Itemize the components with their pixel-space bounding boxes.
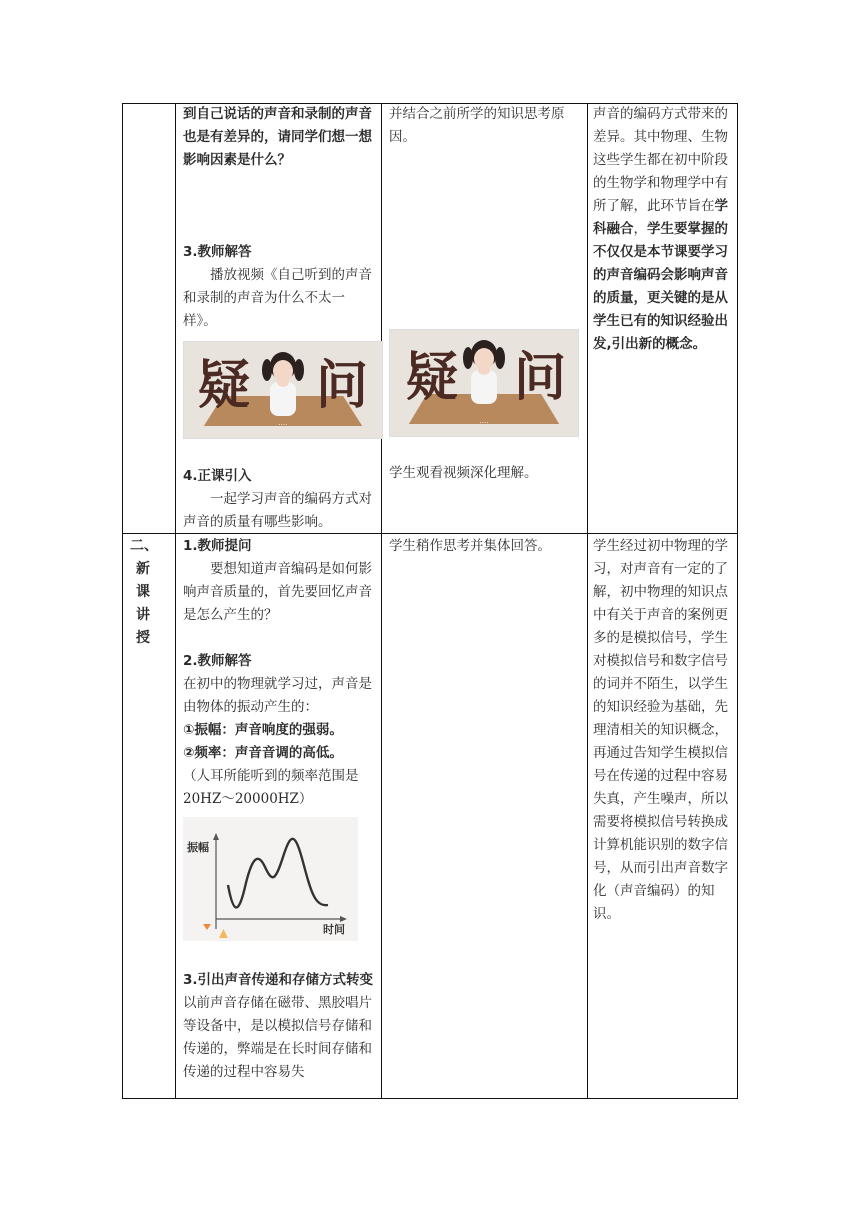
step2-title: 2.教师解答 bbox=[183, 653, 252, 669]
table-bottom-border bbox=[122, 1098, 738, 1099]
col-divider-1 bbox=[175, 103, 176, 1099]
video-label-left: 疑 bbox=[406, 348, 459, 408]
step1-text: 要想知道声音编码是如何影响声音质量的，首先要回忆声音是怎么产生的？ bbox=[183, 561, 372, 623]
hearing-range-note: （人耳所能听到的频率范围是 20HZ～20000HZ） bbox=[183, 768, 359, 807]
row2-intent-cell bbox=[593, 535, 733, 926]
student-answer-text: 学生稍作思考并集体回答。 bbox=[389, 538, 551, 554]
intent-emphasis-2: 学生要掌握的不仅仅是本节课要学习的声音编码会影响声音的质量，更关键的是从学生已有的知识经验出发,引出新的概念。 bbox=[593, 221, 728, 352]
graph-y-label: 振幅 bbox=[187, 841, 209, 854]
col-divider-2 bbox=[381, 103, 382, 1099]
row1-student-cell bbox=[389, 103, 581, 485]
step4-text: 一起学习声音的编码方式对声音的质量有哪些影响。 bbox=[183, 491, 372, 530]
stage-line: 二、 bbox=[130, 538, 158, 554]
student-text-1: 并结合之前所学的知识思考原因。 bbox=[389, 106, 565, 145]
intent-text: 学生经过初中物理的学习，对声音有一定的了解，初中物理的知识点中有关于声音的案例更多的是模拟信号，学生对模拟信号和数字信号的词并不陌生，以学生的知识经验为基础，先理清相关的知识概念，再通过告知学生模拟信号在传递的过程中容易失真，产生噪声，所以需要将模拟信号转换成计算机能识别的数字信号，从而引出声音数字化（声音编码）的知识。 bbox=[593, 538, 728, 922]
table-right-border bbox=[737, 103, 738, 1099]
waveform-graph bbox=[183, 817, 358, 941]
girl-figure-icon bbox=[260, 346, 306, 416]
stage-line: 讲 bbox=[136, 607, 150, 623]
video-caption: ···· bbox=[278, 421, 288, 429]
stage-line: 授 bbox=[136, 630, 150, 646]
step4-title: 4.正课引入 bbox=[183, 468, 252, 484]
col-divider-3 bbox=[587, 103, 588, 1099]
intent-text-c: ， bbox=[633, 221, 647, 237]
step3-text: 播放视频《自己听到的声音和录制的声音为什么不太一样》。 bbox=[183, 267, 372, 329]
lesson-table bbox=[122, 103, 738, 1099]
video-label-left: 疑 bbox=[198, 356, 251, 416]
girl-figure-icon bbox=[461, 334, 507, 404]
video-caption: ···· bbox=[479, 419, 489, 427]
row2-teacher-cell bbox=[183, 535, 375, 1084]
step3b-text: 以前声音存储在磁带、黑胶唱片等设备中，是以模拟信号存储和传递的，弊端是在长时间存储和传递的过程中容易失 bbox=[183, 995, 372, 1080]
row2-student-cell bbox=[389, 535, 581, 558]
stage-line: 课 bbox=[136, 584, 150, 600]
frequency-item: ②频率：声音音调的高低。 bbox=[183, 745, 343, 761]
video-label-right: 问 bbox=[315, 356, 368, 416]
step3-title: 3.教师解答 bbox=[183, 244, 252, 260]
step3b-title: 3.引出声音传递和存储方式转变 bbox=[183, 972, 374, 988]
intent-emphasis-1: 学科融合 bbox=[593, 198, 728, 237]
table-left-border bbox=[122, 103, 123, 1099]
video-label-right: 问 bbox=[513, 348, 566, 408]
stage-label bbox=[130, 535, 170, 650]
video-thumbnail-2[interactable] bbox=[389, 329, 579, 437]
intent-text-a: 声音的编码方式带来的差异。其中物理、生物这些学生都在初中阶段的生物学和物理学中有所了解，此环节旨在 bbox=[593, 106, 728, 214]
graph-x-label: 时间 bbox=[323, 923, 345, 936]
stage-line: 新 bbox=[136, 561, 150, 577]
step2-text: 在初中的物理就学习过，声音是由物体的振动产生的： bbox=[183, 676, 372, 715]
amplitude-item: ①振幅：声音响度的强弱。 bbox=[183, 722, 343, 738]
question-text: 到自己说话的声音和录制的声音也是有差异的，请同学们想一想影响因素是什么？ bbox=[183, 106, 372, 168]
row1-intent-cell bbox=[593, 103, 733, 356]
video-thumbnail[interactable] bbox=[183, 341, 383, 439]
row1-teacher-cell bbox=[183, 103, 375, 534]
student-text-2: 学生观看视频深化理解。 bbox=[389, 465, 538, 481]
step1-title: 1.教师提问 bbox=[183, 538, 252, 554]
